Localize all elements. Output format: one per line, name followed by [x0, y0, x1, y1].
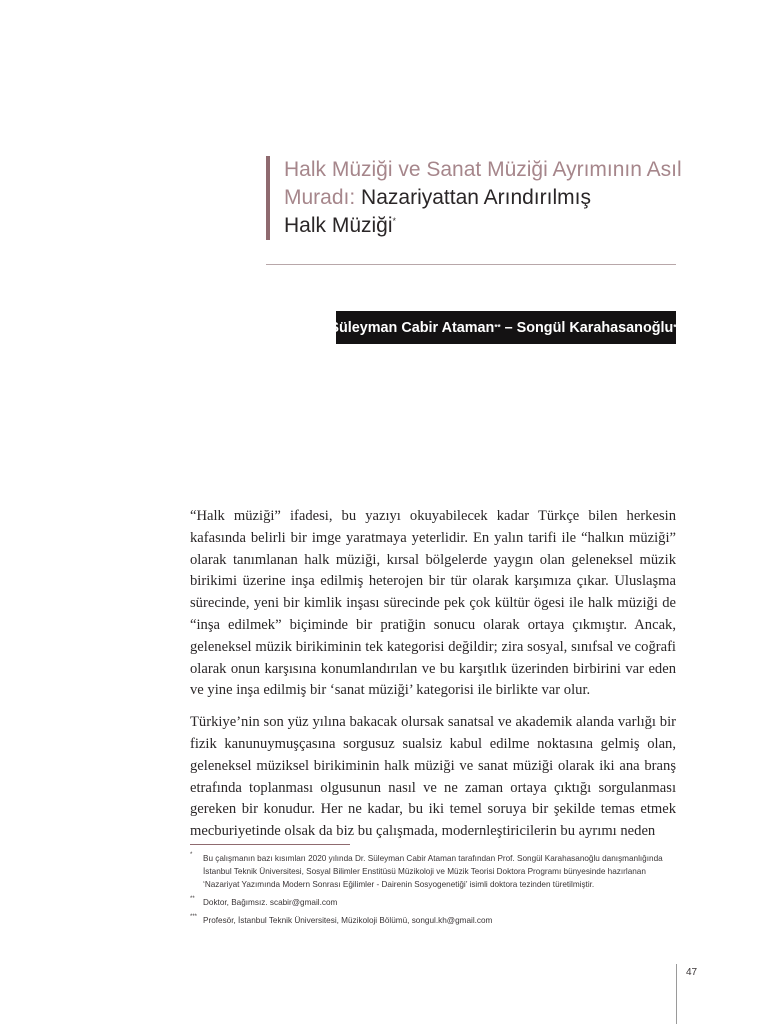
author-1-name: Süleyman Cabir Ataman — [329, 319, 495, 336]
page-edge-rule — [676, 964, 677, 1024]
footnote-3-text: Profesör, İstanbul Teknik Üniversitesi, Müzikoloji Bölümü, songul.kh@gmail.com — [203, 916, 493, 925]
title-main-part-2: Halk Müziği — [284, 214, 393, 237]
title-main-part-1: Nazariyattan Arındırılmış — [361, 186, 591, 209]
author-2-name: Songül Karahasanoğlu — [516, 319, 674, 336]
author-band: Süleyman Cabir Ataman ** – Songül Karahasanoğlu *** — [336, 311, 676, 344]
footnote-1 — [190, 852, 678, 891]
body-text — [190, 506, 676, 853]
title-accent-part: Halk Müziği ve Sanat Müziği Ayrımının Asıl Muradı: — [284, 158, 682, 209]
footnote-1-marker: * — [190, 852, 193, 858]
paragraph-1: “Halk müziği” ifadesi, bu yazıyı okuyabilecek kadar Türkçe bilen herkesin kafasında belirli bir imge yaratmaya yeterlidir. En yalın tarifi ile “halkın müziği” olarak tanımlanan halk müziği, kırsal bölgelerde yaygın olan geleneksel müzik birikimi üzerine inşa edilmiş heterojen bir tür olarak karşımıza çıkar. Uluslaşma sürecinde, yeni bir kimlik inşası sürecinde pek çok kültür ögesi ile halk müziği de “inşa edilmek” biçiminde bir pratiğin sonucu olarak ortaya çıkmıştır. Ancak, geleneksel müzik birikiminin tek kategorisi değildir; zira sosyal, sınıfsal ve coğrafi olarak onun karşısına konumlandırılan ve bu karşıtlık üzerinden birbirini var eden ve yine inşa edilmiş bir ‘sanat müziği’ kategorisi ile birlikte var olur. — [190, 508, 676, 699]
footnote-3 — [190, 914, 678, 927]
footnote-2-text: Doktor, Bağımsız. scabir@gmail.com — [203, 898, 338, 907]
footnote-1-text: Bu çalışmanın bazı kısımları 2020 yılında Dr. Süleyman Cabir Ataman tarafından Prof. Songül Karahasanoğlu danışmanlığında İstanbul Teknik Üniversitesi, Sosyal Bilimler Enstitüsü Müzikoloji ve Müzik Teorisi Doktora Programı bünyesinde hazırlanan ‘Nazariyat Yazımında Modern Sonrası Eğilimler - Dairenin Sosyogenetiği’ isimli doktora tezinden türetilmiştir. — [203, 854, 663, 889]
title-footnote-marker: * — [392, 216, 397, 226]
footnote-3-marker: *** — [190, 914, 198, 920]
page-number: 47 — [686, 967, 698, 978]
title-divider — [266, 264, 676, 265]
paragraph-2: Türkiye’nin son yüz yılına bakacak olursak sanatsal ve akademik alanda varlığı bir fizik kanunuymuşçasına sorgusuz sualsiz kabul edilme noktasına gelmiş olan, geleneksel müziksel birikiminin halk müziği ve sanat müziği olarak iki ana branş etrafında toplanması olgusunun nasıl ve ne zaman ortaya çıktığı sorgulanması gereken bir konudur. Her ne kadar, bu iki temel soruya bir şekilde temas etmek mecburiyetinde olsak da biz bu çalışmada, modernleştiricilerin bu ayrımı neden — [190, 714, 676, 840]
footnote-2-marker: ** — [190, 896, 195, 902]
footnotes — [190, 852, 678, 932]
footnote-divider — [190, 844, 350, 845]
article-title — [266, 156, 694, 240]
footnote-2 — [190, 896, 678, 909]
author-separator: – — [500, 319, 517, 336]
